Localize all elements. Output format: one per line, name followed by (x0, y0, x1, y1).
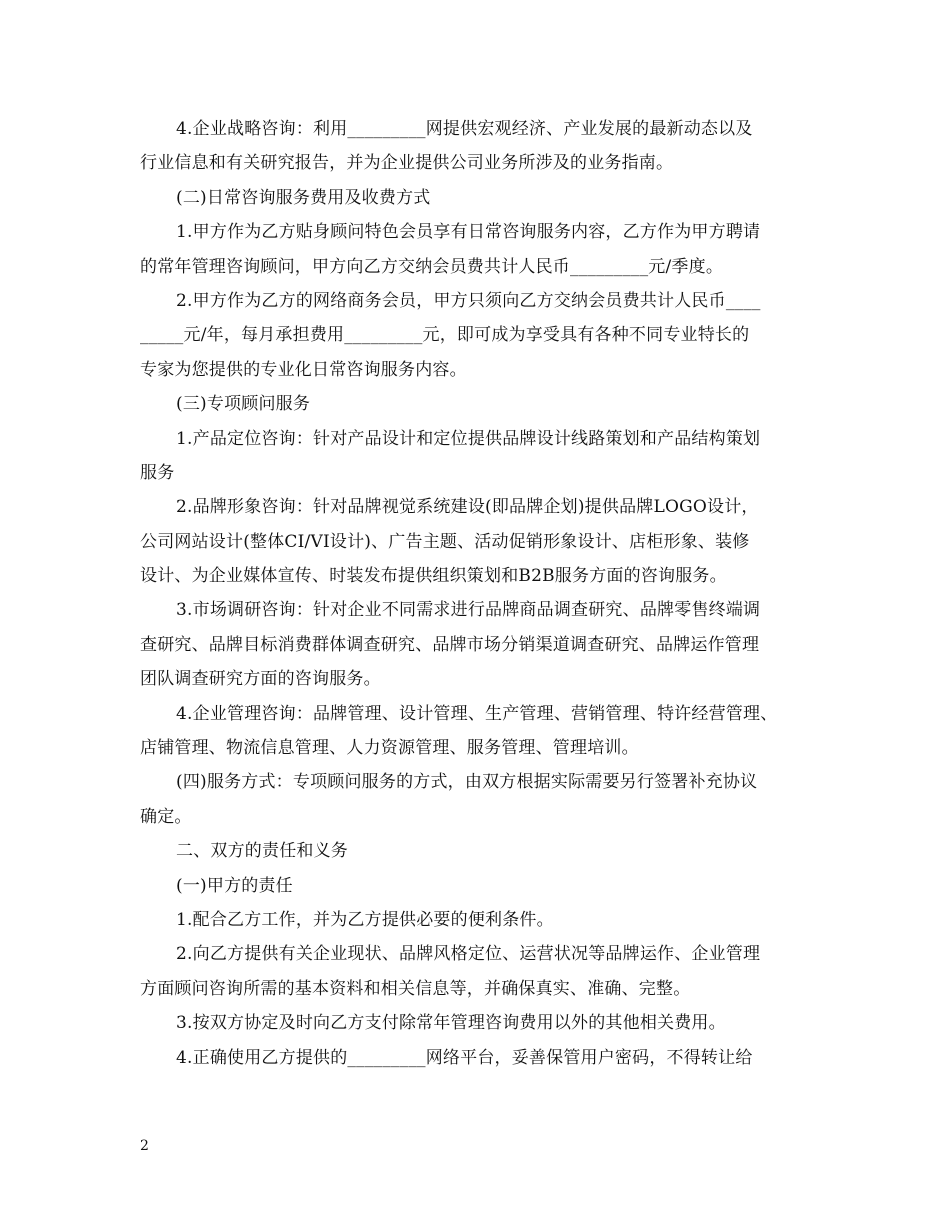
text-line: 1.产品定位咨询：针对产品设计和定位提供品牌设计线路策划和产品结构策划 (176, 428, 761, 449)
text-line: 服务 (140, 462, 175, 483)
text-line: (三)专项顾问服务 (176, 394, 311, 415)
text-line: 确定。 (140, 806, 192, 827)
text-line: 查研究、品牌目标消费群体调查研究、品牌市场分销渠道调查研究、品牌运作管理 (140, 634, 760, 655)
text-line: (一)甲方的责任 (176, 875, 293, 896)
text-line: 3.市场调研咨询：针对企业不同需求进行品牌商品调查研究、品牌零售终端调 (176, 600, 761, 621)
text-line: 公司网站设计(整体CI/VI设计)、广告主题、活动促销形象设计、店柜形象、装修 (140, 531, 750, 552)
text-line: _____元/年，每月承担费用_________元，即可成为享受具有各种不同专业特长的 (140, 325, 750, 346)
text-line: 4.正确使用乙方提供的_________网络平台，妥善保管用户密码，不得转让给 (176, 1047, 753, 1068)
text-line: 设计、为企业媒体宣传、时装发布提供组织策划和B2B服务方面的咨询服务。 (140, 566, 727, 587)
text-line: 行业信息和有关研究报告，并为企业提供公司业务所涉及的业务指南。 (140, 153, 674, 174)
text-line: 方面顾问咨询所需的基本资料和相关信息等，并确保真实、准确、完整。 (140, 978, 691, 999)
text-line: 团队调查研究方面的咨询服务。 (140, 669, 381, 690)
text-line: 专家为您提供的专业化日常咨询服务内容。 (140, 359, 467, 380)
text-line: (四)服务方式：专项顾问服务的方式，由双方根据实际需要另行签署补充协议 (176, 772, 758, 793)
text-line: 4.企业战略咨询：利用_________网提供宏观经济、产业发展的最新动态以及 (176, 119, 753, 139)
text-line: 的常年管理咨询顾问，甲方向乙方交纳会员费共计人民币_________元/季度。 (140, 256, 724, 277)
text-line: 店铺管理、物流信息管理、人力资源管理、服务管理、管理培训。 (140, 738, 639, 759)
text-line: 3.按双方协定及时向乙方支付除常年管理咨询费用以外的其他相关费用。 (176, 1013, 726, 1034)
text-line: 1.甲方作为乙方贴身顾问特色会员享有日常咨询服务内容，乙方作为甲方聘请 (176, 222, 761, 243)
document-body (140, 112, 820, 1075)
text-line: 1.配合乙方工作，并为乙方提供必要的便利条件。 (176, 909, 554, 930)
page-number: 2 (140, 1138, 149, 1154)
text-line: 2.品牌形象咨询：针对品牌视觉系统建设(即品牌企划)提供品牌LOGO设计， (176, 497, 759, 518)
text-line: 二、双方的责任和义务 (176, 841, 348, 862)
text-line: (二)日常咨询服务费用及收费方式 (176, 187, 431, 208)
text-line: 2.向乙方提供有关企业现状、品牌风格定位、运营状况等品牌运作、企业管理 (176, 944, 761, 965)
text-line: 2.甲方作为乙方的网络商务会员，甲方只须向乙方交纳会员费共计人民币____ (176, 290, 761, 311)
text-line: 4.企业管理咨询：品牌管理、设计管理、生产管理、营销管理、特许经营管理、 (176, 703, 778, 724)
